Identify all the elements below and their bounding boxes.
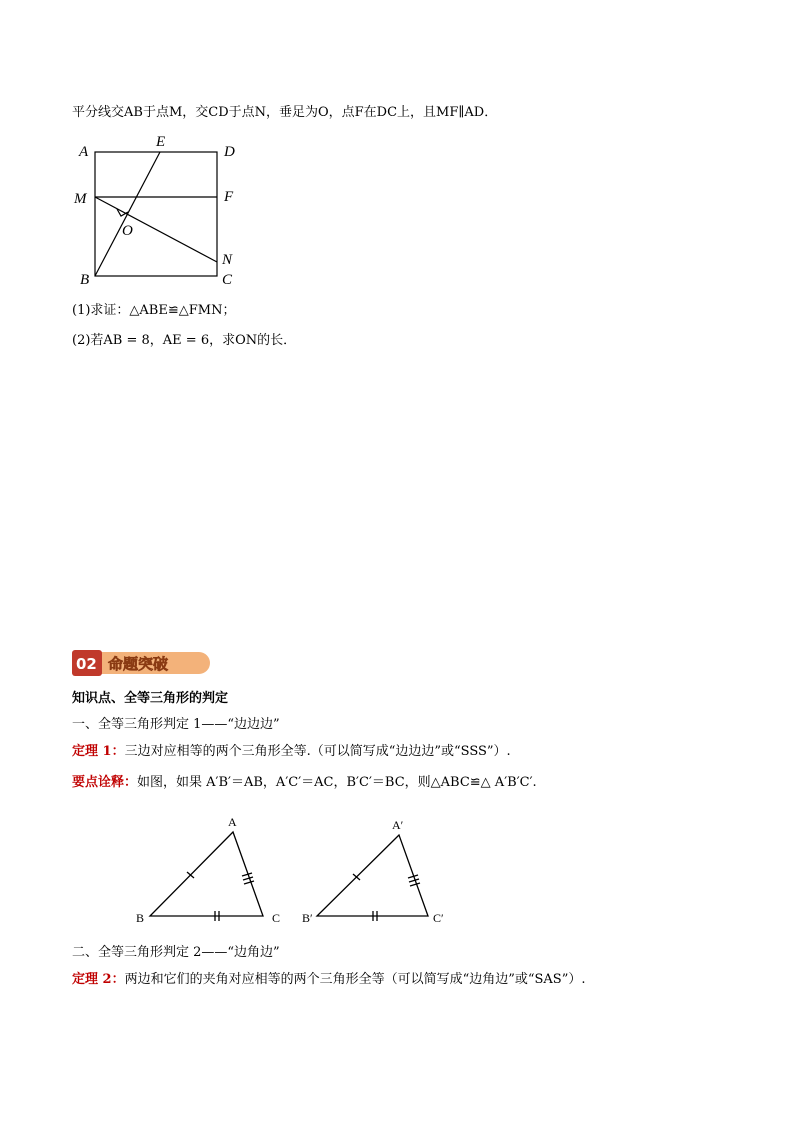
label-c: C	[222, 272, 233, 288]
triangle-abc	[130, 810, 290, 930]
tri1-label-c: C	[272, 911, 281, 925]
question-2: (2)若AB = 8，AE = 6，求ON的长．	[72, 333, 297, 348]
label-o: O	[122, 223, 133, 239]
label-n: N	[222, 252, 233, 268]
label-d: D	[224, 144, 235, 160]
theorem-1-label: 定理 1：	[72, 744, 125, 759]
label-m: M	[74, 191, 87, 207]
tri1-label-a: A	[228, 815, 237, 829]
note	[72, 774, 537, 792]
badge-title: 命题突破	[108, 655, 169, 673]
tri2-label-b: B′	[302, 911, 313, 925]
badge-number: 02	[76, 655, 97, 673]
question-1: (1)求证：△ABE≌△FMN；	[72, 303, 236, 318]
problem-intro: 平分线交AB于点M，交CD于点N，垂足为O，点F在DC上，且MF∥AD．	[72, 105, 498, 120]
heading-sss: 一、全等三角形判定 1——“边边边”	[72, 717, 280, 732]
square-figure	[70, 132, 260, 292]
note-label: 要点诠释：	[72, 775, 138, 790]
section-banner	[72, 647, 214, 677]
label-f: F	[224, 189, 234, 205]
tri2-label-a: A′	[392, 818, 404, 832]
tri1-label-b: B	[136, 911, 145, 925]
label-e: E	[156, 134, 166, 150]
heading-sas: 二、全等三角形判定 2——“边角边”	[72, 945, 280, 960]
triangle-a-prime	[300, 810, 460, 930]
label-b: B	[80, 272, 90, 288]
theorem-2	[72, 971, 586, 989]
theorem-1-text: 三边对应相等的两个三角形全等.（可以简写成“边边边”或“SSS”）.	[124, 744, 511, 759]
square-abcd	[95, 152, 217, 276]
label-a: A	[79, 144, 89, 160]
note-text: 如图，如果 A′B′＝AB，A′C′＝AC，B′C′＝BC，则△ABC≌△ A′B′C′.	[137, 775, 537, 790]
segment-mn	[95, 197, 217, 262]
theorem-2-text: 两边和它们的夹角对应相等的两个三角形全等（可以简写成“边角边”或“SAS”）.	[124, 972, 586, 987]
knowledge-point-title: 知识点、全等三角形的判定	[72, 691, 229, 706]
theorem-1	[72, 743, 511, 761]
theorem-2-label: 定理 2：	[72, 972, 125, 987]
tri2-label-c: C′	[433, 911, 444, 925]
